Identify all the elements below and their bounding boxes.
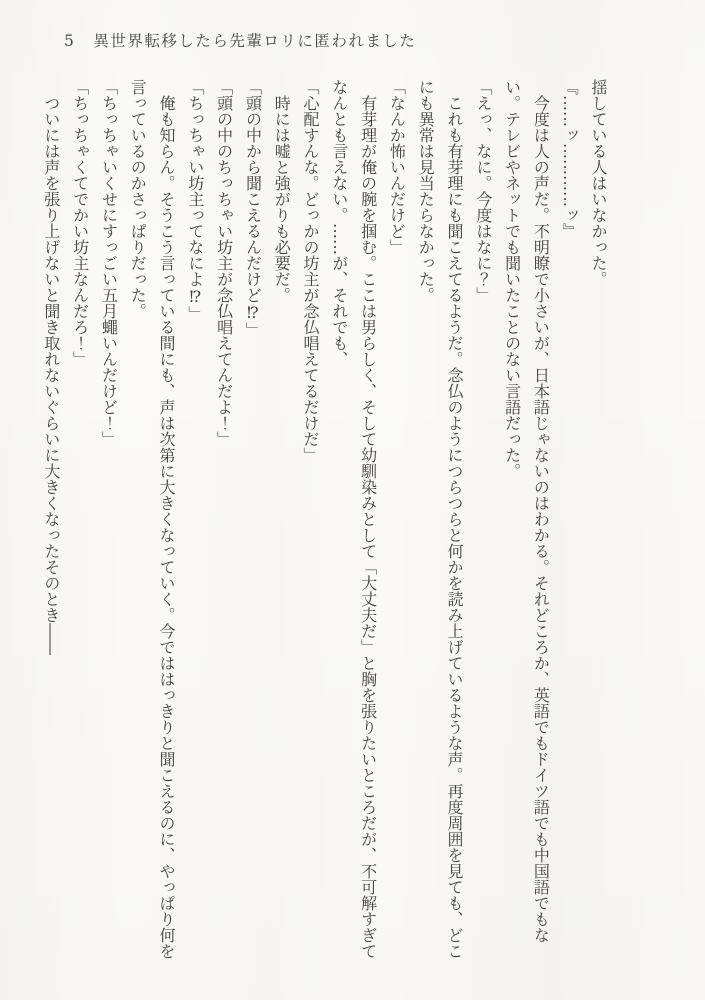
paragraph: 時には嘘と強がりも必要だ。 <box>272 79 292 303</box>
paragraph: 揺している人はいなかった。 <box>589 79 608 287</box>
paragraph: 「ちっちゃいくせにすっごい五月蠅いんだけど！」 <box>99 79 119 447</box>
paragraph: 「ちっちゃい坊主ってなによ⁉」 <box>185 79 205 322</box>
paragraph: 有芽理が俺の腕を掴む。ここは男らしく、そして幼馴染みとして「大丈夫だ」と胸を張りたいところだが、不可解すぎてなんとも言えない。……が、それでも、 <box>329 79 378 959</box>
running-title: 異世界転移したら先輩ロリに匿われました <box>93 32 417 50</box>
paragraph: 「頭の中から聞こえるんだけど⁉」 <box>243 79 263 338</box>
paragraph: 俺も知らん。そうこう言っている間にも、声は次第に大きくなっていく。今でははっきりと聞こえるのに、やっぱり何を言っているのかさっぱりだった。 <box>128 79 177 959</box>
paragraph: 「頭の中のちっちゃい坊主が念仏唱えてんだよ！」 <box>214 79 234 447</box>
page-number: 5 <box>64 32 76 50</box>
paragraph: 今度は人の声だ。不明瞭で小さいが、日本語じゃないのはわかる。それどころか、英語でもドイツ語でも中国語でもない。テレビやネットでも聞いたことのない言語だった。 <box>502 79 551 943</box>
paragraph: これも有芽理にも聞こえてるようだ。念仏のようにつらつらと何かを読み上げているような声。再度周囲を見ても、どこにも異常は見当たらなかった。 <box>416 79 465 959</box>
paragraph: ついには声を張り上げないと聞き取れないぐらいに大きくなったそのとき―― <box>41 79 61 655</box>
main-text <box>30 79 612 959</box>
paragraph: 「えっ、なに。今度はなに？」 <box>473 79 493 303</box>
paragraph: 「ちっちゃくてでかい坊主なんだろ！」 <box>70 79 90 367</box>
paragraph: 「心配すんな。どっかの坊主が念仏唱えてるだけだ」 <box>301 79 321 463</box>
page-header <box>64 29 416 51</box>
paragraph: 『……ッ…………ッ』 <box>560 79 580 239</box>
paragraph: 「なんか怖いんだけど」 <box>387 79 407 255</box>
